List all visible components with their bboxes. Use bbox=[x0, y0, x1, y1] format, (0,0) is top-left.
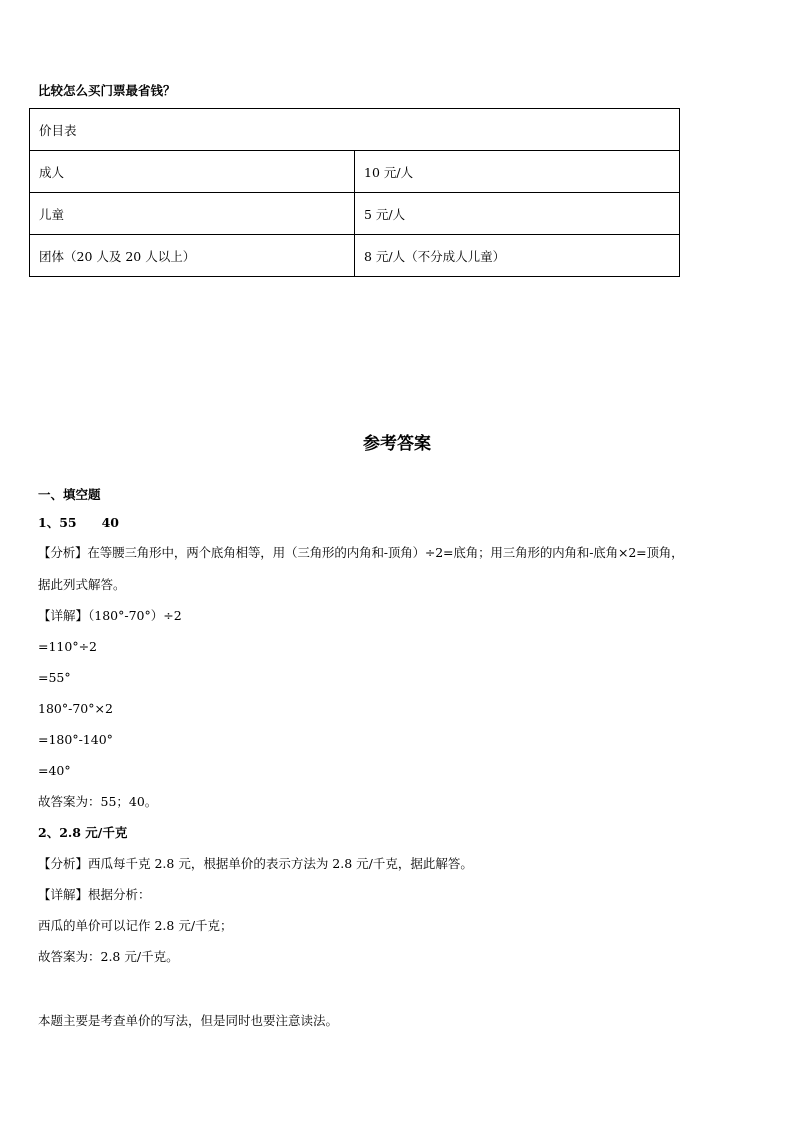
answer-line: =110°÷2 bbox=[38, 639, 98, 654]
table-row bbox=[30, 151, 680, 193]
answer-title: 参考答案 bbox=[363, 434, 431, 454]
table-header-row bbox=[30, 109, 680, 151]
question-text: 比较怎么买门票最省钱？ bbox=[38, 83, 176, 98]
answer-line: =180°-140° bbox=[38, 732, 113, 747]
ticket-type-cell: 成人 bbox=[30, 151, 355, 193]
answer-line: 【详解】根据分析： bbox=[38, 887, 151, 902]
table-row bbox=[30, 193, 680, 235]
ticket-price-cell: 10 元/人 bbox=[355, 151, 680, 193]
table-header-cell: 价目表 bbox=[30, 109, 680, 151]
ticket-price-cell: 5 元/人 bbox=[355, 193, 680, 235]
answer-line: 1、55 40 bbox=[38, 515, 119, 530]
price-table bbox=[29, 108, 680, 277]
answer-line: =40° bbox=[38, 763, 71, 778]
answer-line: 故答案为：55；40。 bbox=[38, 794, 158, 809]
answer-line: 本题主要是考查单价的写法，但是同时也要注意读法。 bbox=[38, 1013, 339, 1028]
answer-line: =55° bbox=[38, 670, 71, 685]
answer-line: 【分析】西瓜每千克 2.8 元，根据单价的表示方法为 2.8 元/千克，据此解答。 bbox=[38, 856, 473, 871]
table-row bbox=[30, 235, 680, 277]
answer-line: 【详解】（180°-70°）÷2 bbox=[38, 608, 182, 623]
ticket-type-cell: 儿童 bbox=[30, 193, 355, 235]
answer-line: 故答案为：2.8 元/千克。 bbox=[38, 949, 179, 964]
ticket-price-cell: 8 元/人（不分成人儿童） bbox=[355, 235, 680, 277]
answer-line: 2、2.8 元/千克 bbox=[38, 825, 128, 840]
ticket-type-cell: 团体（20 人及 20 人以上） bbox=[30, 235, 355, 277]
answer-line: 180°-70°×2 bbox=[38, 701, 113, 716]
answer-line: 【分析】在等腰三角形中，两个底角相等，用（三角形的内角和-顶角）÷2=底角；用三角形的内角和-底角×2=顶角， bbox=[38, 545, 684, 560]
section-heading: 一、填空题 bbox=[38, 487, 101, 502]
answer-line: 西瓜的单价可以记作 2.8 元/千克； bbox=[38, 918, 233, 933]
answer-line: 据此列式解答。 bbox=[38, 577, 126, 592]
